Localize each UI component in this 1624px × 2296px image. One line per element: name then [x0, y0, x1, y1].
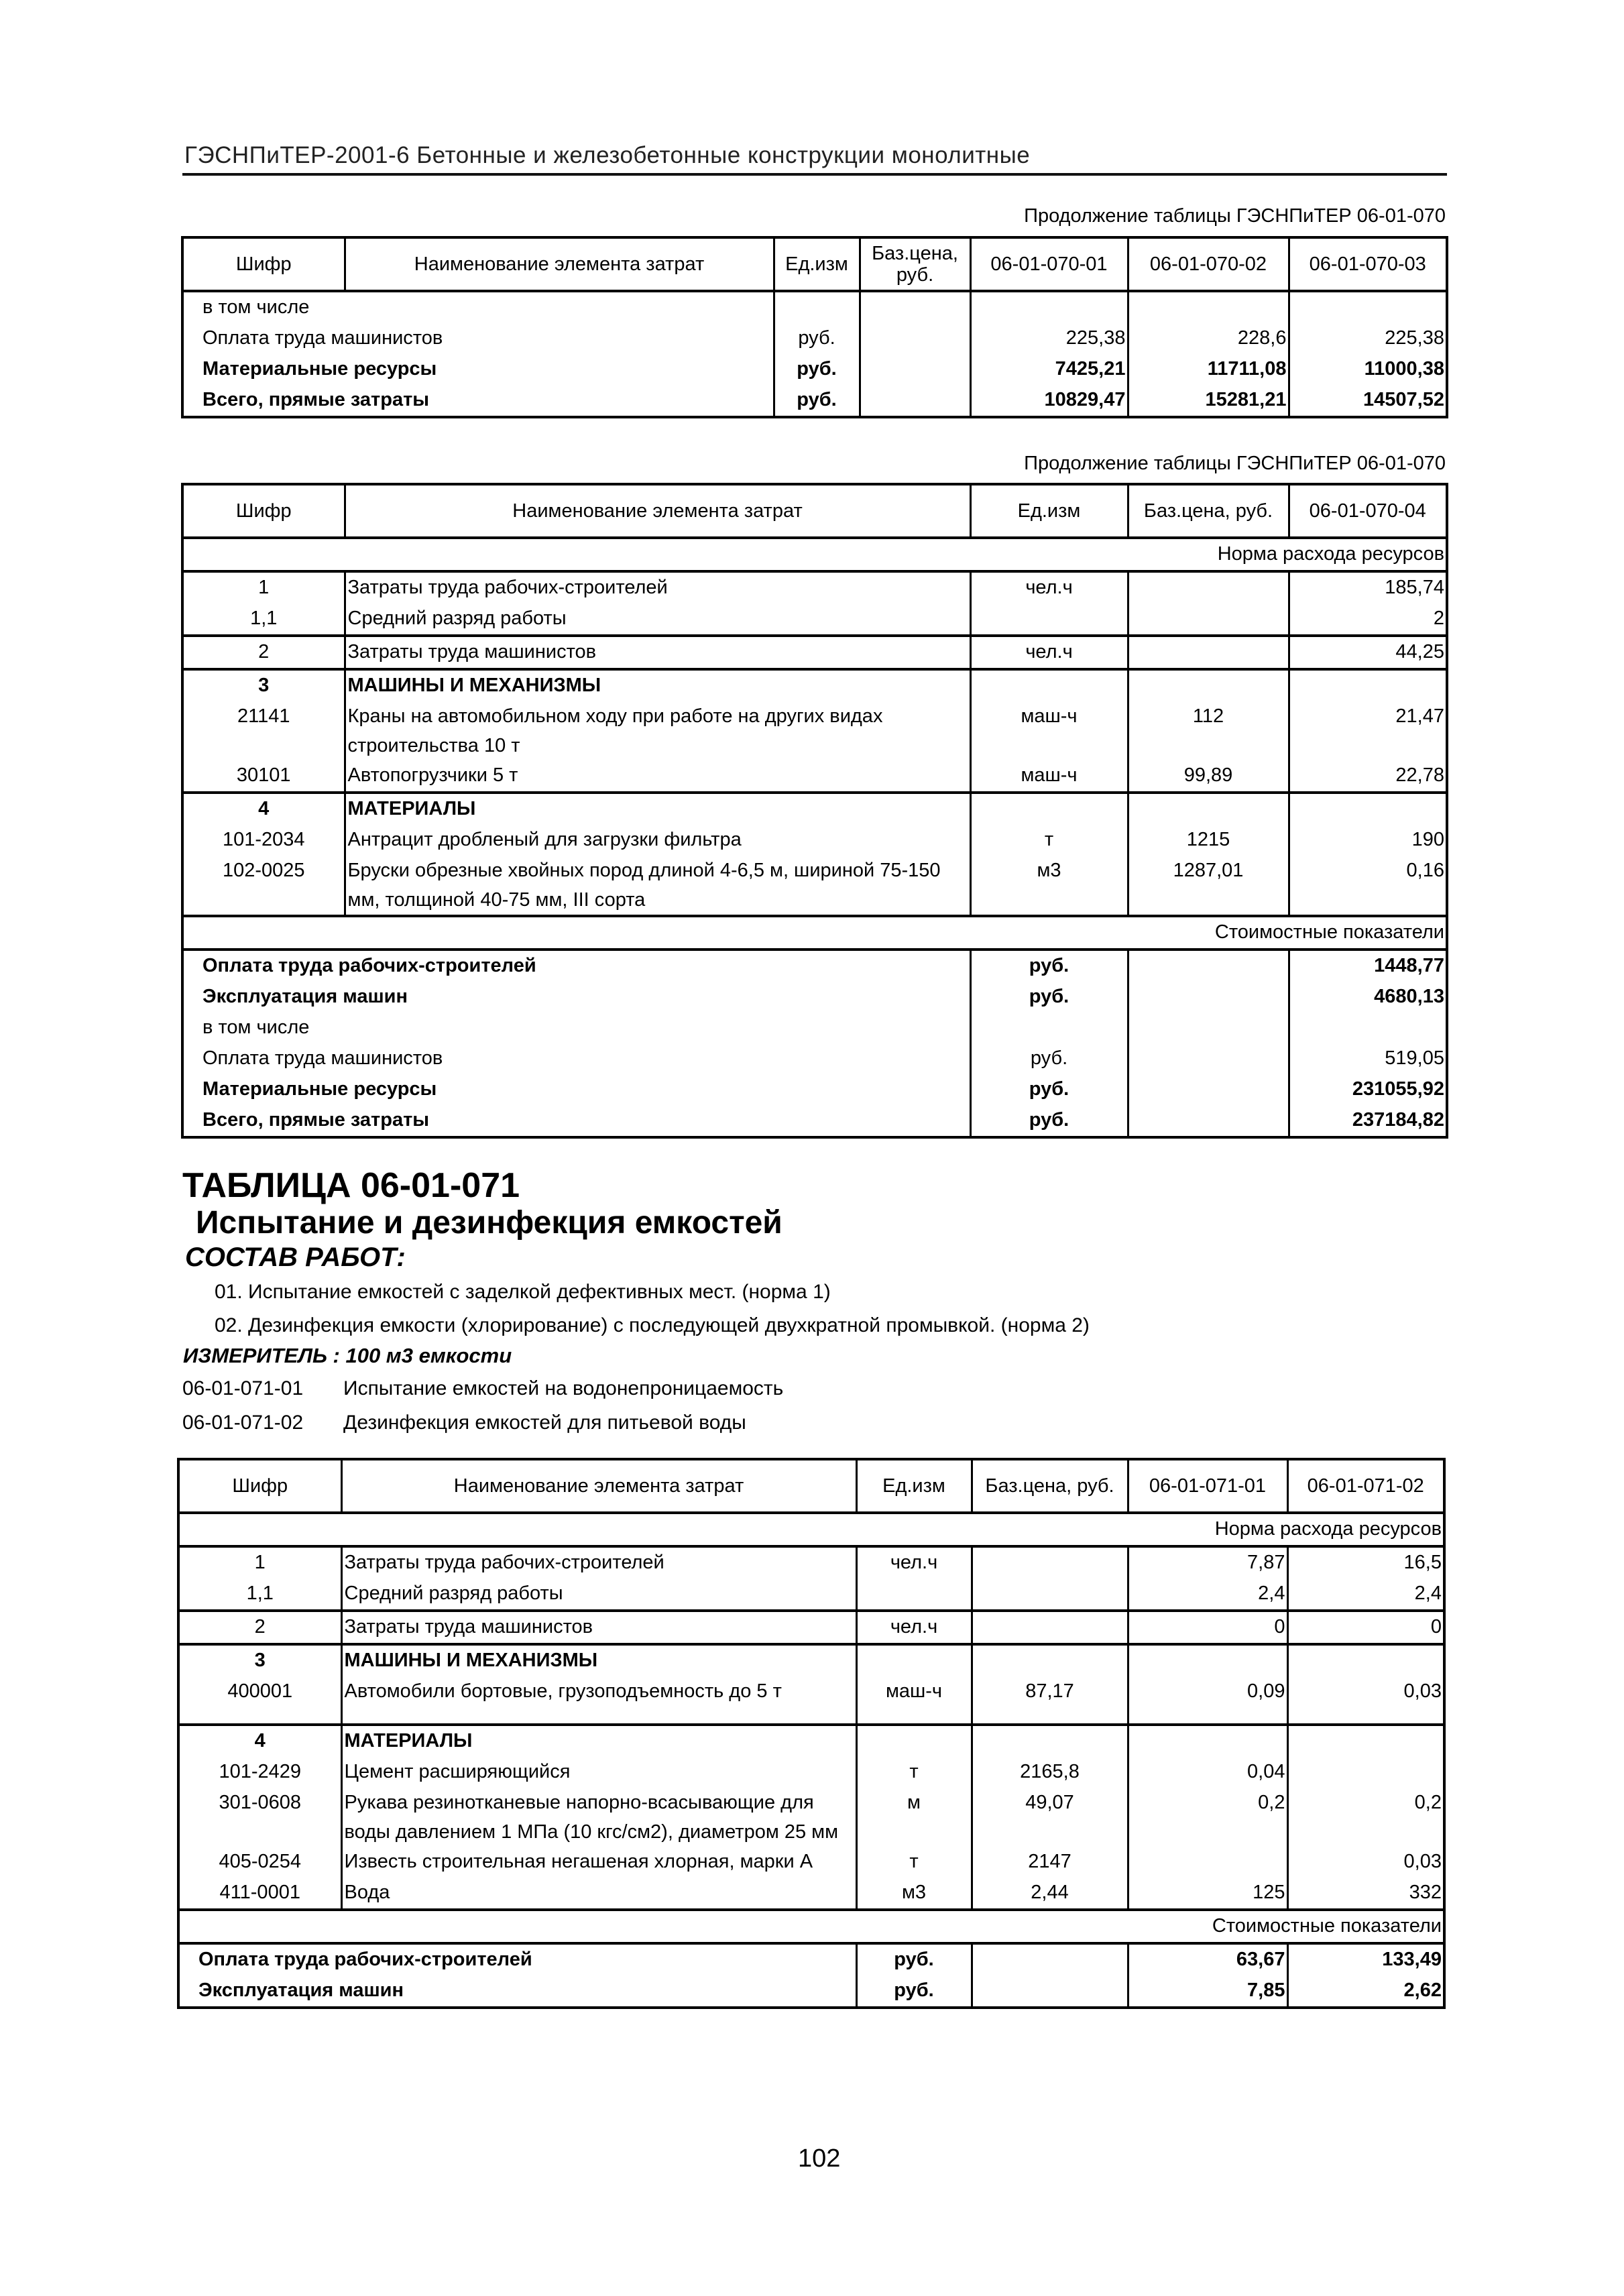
unit-cell: чел.ч	[970, 636, 1128, 669]
price-cell	[972, 1975, 1128, 2008]
code-cell: 1,1	[178, 1578, 341, 1611]
table-row	[182, 604, 1447, 636]
column-header: Наименование элемента затрат	[345, 237, 774, 291]
value-cell: 231055,92	[1289, 1074, 1447, 1105]
cost-row	[182, 385, 1447, 417]
price-cell: 49,07	[972, 1788, 1128, 1847]
price-cell: 2147	[972, 1847, 1128, 1878]
work-item: 02. Дезинфекция емкости (хлорирование) с последующей двухкратной промывкой. (норма 2)	[215, 1314, 1090, 1336]
name-cell: Затраты труда рабочих-строителей	[341, 1546, 856, 1578]
name-cell: Материальные ресурсы	[182, 354, 774, 385]
price-cell	[1128, 669, 1289, 701]
column-header: Ед.изм	[970, 484, 1128, 538]
value-cell	[1128, 291, 1289, 323]
value-cell: 185,74	[1289, 571, 1447, 604]
price-cell: 2165,8	[972, 1757, 1128, 1788]
price-cell: 112	[1128, 701, 1289, 760]
name-cell: МАТЕРИАЛЫ	[345, 793, 970, 825]
column-header: 06-01-071-02	[1287, 1459, 1444, 1513]
header-row	[182, 237, 1447, 291]
name-cell: Антрацит дробленый для загрузки фильтра	[345, 825, 970, 856]
column-header: Шифр	[182, 484, 345, 538]
value-cell: 0,04	[1128, 1757, 1287, 1788]
unit-cell: руб.	[774, 354, 860, 385]
value-cell: 7,85	[1128, 1975, 1287, 2008]
price-cell	[1128, 636, 1289, 669]
unit-cell: руб.	[774, 323, 860, 354]
price-cell	[860, 385, 970, 417]
price-cell	[1128, 604, 1289, 636]
cost-table-070-continued-1	[181, 236, 1448, 418]
section-row	[182, 538, 1447, 571]
section-row	[182, 916, 1447, 950]
section-label: Норма расхода ресурсов	[178, 1513, 1444, 1546]
code-cell: 411-0001	[178, 1878, 341, 1910]
value-cell: 332	[1287, 1878, 1444, 1910]
price-cell	[1128, 1074, 1289, 1105]
unit-cell: м3	[970, 856, 1128, 916]
column-header: Ед.изм	[774, 237, 860, 291]
unit-cell: т	[970, 825, 1128, 856]
norm-code: 06-01-071-02	[182, 1412, 304, 1434]
column-header: 06-01-070-02	[1128, 237, 1289, 291]
price-cell: 1215	[1128, 825, 1289, 856]
table-row	[178, 1757, 1444, 1788]
name-cell: Затраты труда рабочих-строителей	[345, 571, 970, 604]
value-cell: 125	[1128, 1878, 1287, 1910]
name-cell: Оплата труда машинистов	[182, 1043, 970, 1074]
name-cell: МАТЕРИАЛЫ	[341, 1725, 856, 1757]
column-header: Шифр	[182, 237, 345, 291]
unit-cell	[970, 793, 1128, 825]
price-cell	[860, 323, 970, 354]
norm-code-line	[182, 1377, 783, 1400]
unit-cell: т	[856, 1847, 972, 1878]
name-cell: Затраты труда машинистов	[345, 636, 970, 669]
code-cell: 400001	[178, 1676, 341, 1725]
name-cell: Средний разряд работы	[341, 1578, 856, 1611]
works-heading: СОСТАВ РАБОТ:	[185, 1243, 406, 1272]
header-row	[178, 1459, 1444, 1513]
name-cell: Бруски обрезные хвойных пород длиной 4-6,5 м, шириной 75-150 мм, толщиной 40-75 мм, III сорта	[345, 856, 970, 916]
price-cell	[860, 354, 970, 385]
table-row	[182, 760, 1447, 793]
code-cell: 102-0025	[182, 856, 345, 916]
price-cell	[972, 1644, 1128, 1676]
name-cell: Автомобили бортовые, грузоподъемность до 5 т	[341, 1676, 856, 1725]
value-cell: 0	[1128, 1611, 1287, 1644]
value-cell: 228,6	[1128, 323, 1289, 354]
value-cell: 11711,08	[1128, 354, 1289, 385]
section-label: Норма расхода ресурсов	[182, 538, 1447, 571]
value-cell: 10829,47	[970, 385, 1128, 417]
value-cell: 21,47	[1289, 701, 1447, 760]
cost-row	[182, 950, 1447, 982]
unit-cell: маш-ч	[856, 1676, 972, 1725]
value-cell	[1287, 1644, 1444, 1676]
value-cell: 4680,13	[1289, 982, 1447, 1013]
cost-row	[178, 1975, 1444, 2008]
name-cell: Вода	[341, 1878, 856, 1910]
column-header: Наименование элемента затрат	[341, 1459, 856, 1513]
meter-unit: ИЗМЕРИТЕЛЬ : 100 м3 емкости	[183, 1344, 512, 1367]
work-item: 01. Испытание емкостей с заделкой дефективных мест. (норма 1)	[215, 1281, 831, 1303]
price-cell	[1128, 1043, 1289, 1074]
unit-cell	[856, 1644, 972, 1676]
unit-cell: чел.ч	[856, 1546, 972, 1578]
code-cell: 21141	[182, 701, 345, 760]
value-cell: 133,49	[1287, 1943, 1444, 1975]
price-cell	[1128, 1013, 1289, 1043]
name-cell: Материальные ресурсы	[182, 1074, 970, 1105]
name-cell: Средний разряд работы	[345, 604, 970, 636]
name-cell: Оплата труда рабочих-строителей	[182, 950, 970, 982]
value-cell	[1128, 1847, 1287, 1878]
code-cell: 301-0608	[178, 1788, 341, 1847]
value-cell: 0,2	[1128, 1788, 1287, 1847]
column-header: Баз.цена, руб.	[860, 237, 970, 291]
code-cell: 4	[178, 1725, 341, 1757]
unit-cell: руб.	[970, 1074, 1128, 1105]
price-cell	[1128, 571, 1289, 604]
name-cell: Эксплуатация машин	[178, 1975, 856, 2008]
value-cell: 15281,21	[1128, 385, 1289, 417]
column-header: Шифр	[178, 1459, 341, 1513]
value-cell: 2,4	[1287, 1578, 1444, 1611]
page-number: 102	[798, 2144, 841, 2173]
cost-row	[182, 1105, 1447, 1137]
price-cell: 87,17	[972, 1676, 1128, 1725]
value-cell: 0,2	[1287, 1788, 1444, 1847]
column-header: 06-01-070-03	[1289, 237, 1447, 291]
value-cell: 2,62	[1287, 1975, 1444, 2008]
unit-cell: т	[856, 1757, 972, 1788]
table-row	[178, 1725, 1444, 1757]
table-row	[178, 1788, 1444, 1847]
section-label: Стоимостные показатели	[178, 1910, 1444, 1943]
unit-cell	[774, 291, 860, 323]
unit-cell	[970, 604, 1128, 636]
code-cell: 1	[182, 571, 345, 604]
cost-row	[178, 1943, 1444, 1975]
code-cell: 405-0254	[178, 1847, 341, 1878]
table-row	[178, 1578, 1444, 1611]
value-cell	[1289, 669, 1447, 701]
section-row	[178, 1910, 1444, 1943]
price-cell	[1128, 982, 1289, 1013]
value-cell: 190	[1289, 825, 1447, 856]
section-row	[178, 1513, 1444, 1546]
name-cell: Краны на автомобильном ходу при работе на других видах строительства 10 т	[345, 701, 970, 760]
table-caption: Продолжение таблицы ГЭСНПиТЕР 06-01-070	[1024, 453, 1446, 474]
value-cell: 0,03	[1287, 1847, 1444, 1878]
code-cell: 30101	[182, 760, 345, 793]
header-rule	[182, 173, 1447, 176]
code-cell: 4	[182, 793, 345, 825]
table-caption: Продолжение таблицы ГЭСНПиТЕР 06-01-070	[1024, 205, 1446, 227]
column-header: 06-01-070-01	[970, 237, 1128, 291]
unit-cell: руб.	[774, 385, 860, 417]
section-label: Стоимостные показатели	[182, 916, 1447, 950]
table-row	[182, 825, 1447, 856]
name-cell: Эксплуатация машин	[182, 982, 970, 1013]
value-cell: 2	[1289, 604, 1447, 636]
price-cell: 1287,01	[1128, 856, 1289, 916]
value-cell: 7425,21	[970, 354, 1128, 385]
cost-table-071	[177, 1458, 1446, 2009]
unit-cell: руб.	[856, 1943, 972, 1975]
name-cell: Рукава резинотканевые напорно-всасывающие для воды давлением 1 МПа (10 кгс/см2), диаметром 25 мм	[341, 1788, 856, 1847]
value-cell: 519,05	[1289, 1043, 1447, 1074]
price-cell	[972, 1578, 1128, 1611]
unit-cell	[970, 1013, 1128, 1043]
code-cell: 3	[178, 1644, 341, 1676]
unit-cell: чел.ч	[856, 1611, 972, 1644]
price-cell	[972, 1546, 1128, 1578]
table-row	[182, 793, 1447, 825]
price-cell	[1128, 793, 1289, 825]
code-cell: 3	[182, 669, 345, 701]
price-cell	[972, 1611, 1128, 1644]
unit-cell: маш-ч	[970, 701, 1128, 760]
unit-cell: руб.	[970, 982, 1128, 1013]
unit-cell: руб.	[970, 950, 1128, 982]
column-header: Наименование элемента затрат	[345, 484, 970, 538]
value-cell: 1448,77	[1289, 950, 1447, 982]
value-cell: 2,4	[1128, 1578, 1287, 1611]
name-cell: Всего, прямые затраты	[182, 1105, 970, 1137]
header-row	[182, 484, 1447, 538]
cost-row	[182, 1074, 1447, 1105]
table-row	[182, 669, 1447, 701]
cost-table-070-continued-2	[181, 483, 1448, 1139]
value-cell: 225,38	[1289, 323, 1447, 354]
unit-cell	[856, 1578, 972, 1611]
unit-cell: маш-ч	[970, 760, 1128, 793]
table-row	[182, 571, 1447, 604]
table-row	[178, 1546, 1444, 1578]
name-cell: Всего, прямые затраты	[182, 385, 774, 417]
value-cell: 0	[1287, 1611, 1444, 1644]
value-cell	[1287, 1725, 1444, 1757]
cost-row	[182, 354, 1447, 385]
column-header: Ед.изм	[856, 1459, 972, 1513]
value-cell: 0,16	[1289, 856, 1447, 916]
table-subtitle: Испытание и дезинфекция емкостей	[196, 1205, 782, 1241]
table-row	[182, 701, 1447, 760]
value-cell: 14507,52	[1289, 385, 1447, 417]
value-cell: 16,5	[1287, 1546, 1444, 1578]
code-cell: 2	[182, 636, 345, 669]
value-cell	[1128, 1644, 1287, 1676]
name-cell: МАШИНЫ И МЕХАНИЗМЫ	[345, 669, 970, 701]
name-cell: Автопогрузчики 5 т	[345, 760, 970, 793]
norm-description: Дезинфекция емкостей для питьевой воды	[343, 1412, 746, 1434]
name-cell: в том числе	[182, 291, 774, 323]
price-cell	[1128, 950, 1289, 982]
value-cell: 0,09	[1128, 1676, 1287, 1725]
table-row	[182, 636, 1447, 669]
table-row	[182, 856, 1447, 916]
price-cell	[972, 1725, 1128, 1757]
code-cell: 1	[178, 1546, 341, 1578]
unit-cell: руб.	[970, 1043, 1128, 1074]
table-row	[178, 1676, 1444, 1725]
column-header: Баз.цена, руб.	[1128, 484, 1289, 538]
value-cell: 44,25	[1289, 636, 1447, 669]
code-cell: 2	[178, 1611, 341, 1644]
code-cell: 1,1	[182, 604, 345, 636]
name-cell: Оплата труда машинистов	[182, 323, 774, 354]
price-cell	[1128, 1105, 1289, 1137]
code-cell: 101-2034	[182, 825, 345, 856]
unit-cell	[970, 669, 1128, 701]
name-cell: МАШИНЫ И МЕХАНИЗМЫ	[341, 1644, 856, 1676]
value-cell: 7,87	[1128, 1546, 1287, 1578]
value-cell: 63,67	[1128, 1943, 1287, 1975]
name-cell: в том числе	[182, 1013, 970, 1043]
price-cell	[972, 1943, 1128, 1975]
cost-row	[182, 982, 1447, 1013]
unit-cell: руб.	[856, 1975, 972, 2008]
name-cell: Цемент расширяющийся	[341, 1757, 856, 1788]
column-header: 06-01-070-04	[1289, 484, 1447, 538]
value-cell: 22,78	[1289, 760, 1447, 793]
norm-code: 06-01-071-01	[182, 1377, 304, 1399]
table-row	[178, 1878, 1444, 1910]
column-header: 06-01-071-01	[1128, 1459, 1287, 1513]
price-cell: 2,44	[972, 1878, 1128, 1910]
value-cell	[1287, 1757, 1444, 1788]
value-cell	[1289, 793, 1447, 825]
value-cell: 11000,38	[1289, 354, 1447, 385]
value-cell	[1289, 291, 1447, 323]
unit-cell: чел.ч	[970, 571, 1128, 604]
name-cell: Оплата труда рабочих-строителей	[178, 1943, 856, 1975]
code-cell: 101-2429	[178, 1757, 341, 1788]
table-title: ТАБЛИЦА 06-01-071	[182, 1166, 520, 1205]
name-cell: Затраты труда машинистов	[341, 1611, 856, 1644]
cost-row	[182, 323, 1447, 354]
cost-row	[182, 1043, 1447, 1074]
value-cell	[1128, 1725, 1287, 1757]
unit-cell: м3	[856, 1878, 972, 1910]
column-header: Баз.цена, руб.	[972, 1459, 1128, 1513]
value-cell	[1289, 1013, 1447, 1043]
value-cell: 225,38	[970, 323, 1128, 354]
unit-cell	[856, 1725, 972, 1757]
table-row	[178, 1644, 1444, 1676]
value-cell: 237184,82	[1289, 1105, 1447, 1137]
cost-row	[182, 291, 1447, 323]
cost-row	[182, 1013, 1447, 1043]
table-row	[178, 1847, 1444, 1878]
unit-cell: руб.	[970, 1105, 1128, 1137]
unit-cell: м	[856, 1788, 972, 1847]
table-row	[178, 1611, 1444, 1644]
value-cell: 0,03	[1287, 1676, 1444, 1725]
norm-code-line	[182, 1412, 746, 1434]
value-cell	[970, 291, 1128, 323]
running-head: ГЭСНПиТЕР-2001-6 Бетонные и железобетонные конструкции монолитные	[184, 142, 1031, 168]
price-cell: 99,89	[1128, 760, 1289, 793]
norm-description: Испытание емкостей на водонепроницаемость	[343, 1377, 784, 1399]
name-cell: Известь строительная негашеная хлорная, марки А	[341, 1847, 856, 1878]
price-cell	[860, 291, 970, 323]
